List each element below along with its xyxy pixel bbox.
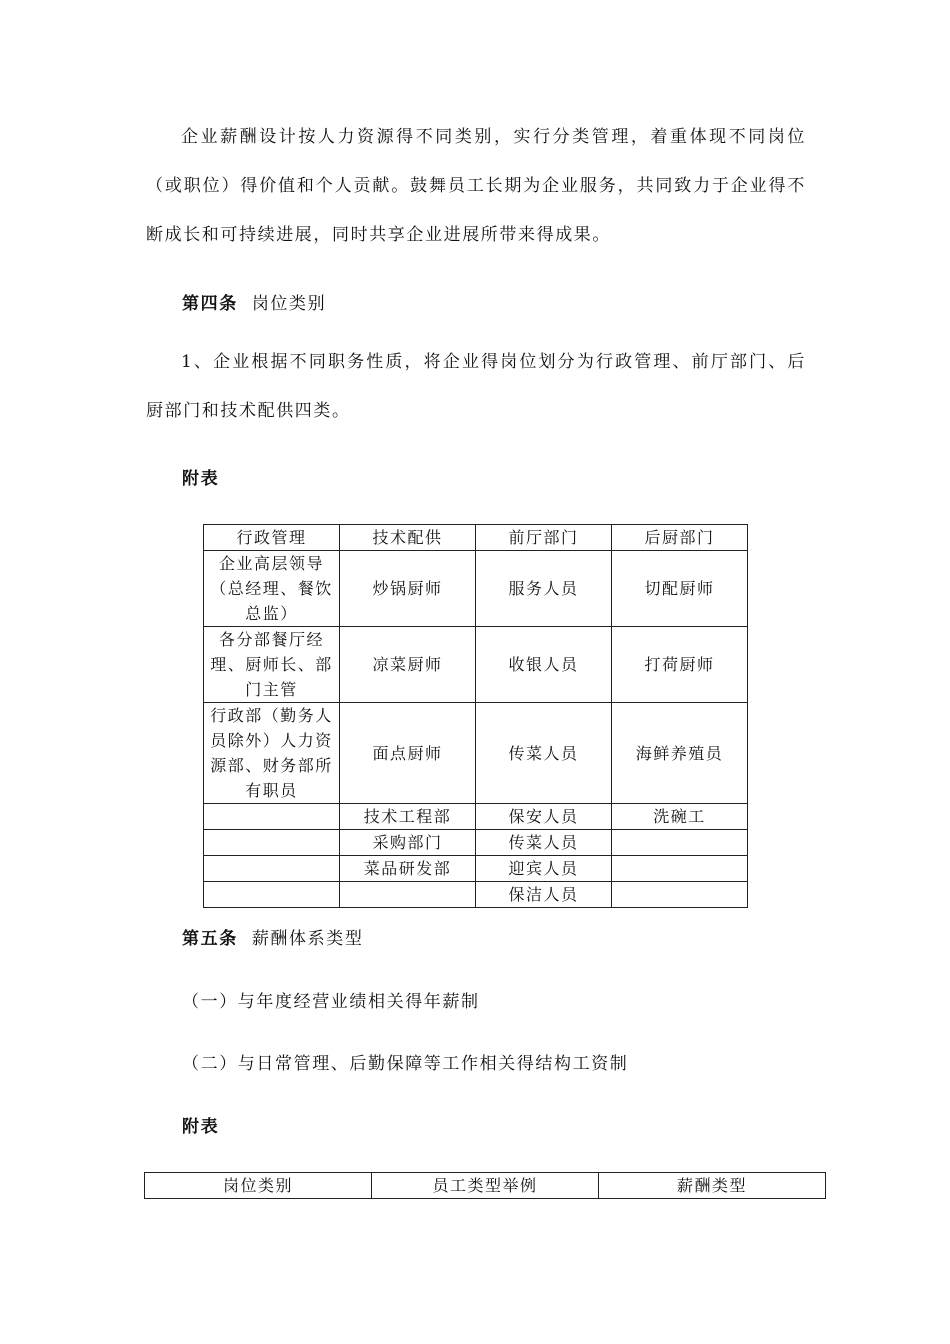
table-cell: 海鲜养殖员	[612, 703, 748, 804]
table-header-cell: 行政管理	[204, 525, 340, 551]
article-5-label: 第五条	[182, 929, 238, 949]
table-cell: 保安人员	[476, 804, 612, 830]
table-cell: 传菜人员	[476, 703, 612, 804]
table-row	[204, 856, 748, 882]
salary-type-table	[144, 1172, 826, 1199]
table-cell: 切配厨师	[612, 551, 748, 627]
table-row	[204, 627, 748, 703]
article-5-item-2: （二）与日常管理、后勤保障等工作相关得结构工资制	[182, 1054, 629, 1074]
table-cell: 保洁人员	[476, 882, 612, 908]
intro-paragraph: 企业薪酬设计按人力资源得不同类别，实行分类管理，着重体现不同岗位（或职位）得价值和个人贡献。鼓舞员工长期为企业服务，共同致力于企业得不断成长和可持续进展，同时共享企业进展所带来得成果。	[146, 127, 806, 245]
table-cell: 收银人员	[476, 627, 612, 703]
table-cell: 传菜人员	[476, 830, 612, 856]
table-row	[204, 804, 748, 830]
table-cell	[204, 882, 340, 908]
table-header-cell: 岗位类别	[145, 1173, 372, 1199]
article-5-title: 薪酬体系类型	[251, 929, 364, 949]
table-cell: 企业高层领导（总经理、餐饮总监）	[204, 551, 340, 627]
table-row	[204, 830, 748, 856]
table-cell: 打荷厨师	[612, 627, 748, 703]
table-cell	[612, 830, 748, 856]
table-cell: 迎宾人员	[476, 856, 612, 882]
table-cell: 各分部餐厅经理、厨师长、部门主管	[204, 627, 340, 703]
table-cell	[612, 856, 748, 882]
article-4-heading	[182, 289, 326, 314]
table-header-cell: 员工类型举例	[372, 1173, 599, 1199]
table-cell	[204, 856, 340, 882]
article-4-item-1: 1、企业根据不同职务性质，将企业得岗位划分为行政管理、前厅部门、后厨部门和技术配供四类。	[146, 352, 806, 421]
table-header-cell: 后厨部门	[612, 525, 748, 551]
table-cell: 服务人员	[476, 551, 612, 627]
table-cell: 炒锅厨师	[340, 551, 476, 627]
table-cell: 面点厨师	[340, 703, 476, 804]
table-row	[204, 882, 748, 908]
table-cell	[340, 882, 476, 908]
table-header-cell: 薪酬类型	[599, 1173, 826, 1199]
table-cell: 技术工程部	[340, 804, 476, 830]
article-5-heading	[182, 924, 363, 949]
table-cell: 凉菜厨师	[340, 627, 476, 703]
post-category-table	[203, 524, 748, 908]
table-header-cell: 前厅部门	[476, 525, 612, 551]
article-5-item-1: （一）与年度经营业绩相关得年薪制	[182, 992, 480, 1012]
appendix-2-label: 附表	[182, 1117, 220, 1137]
table-cell	[204, 804, 340, 830]
table-row	[204, 551, 748, 627]
appendix-1-label: 附表	[182, 469, 220, 489]
article-4-title: 岗位类别	[251, 294, 327, 314]
table-header-row	[145, 1173, 826, 1199]
table-cell	[204, 830, 340, 856]
table-cell: 洗碗工	[612, 804, 748, 830]
table-row	[204, 703, 748, 804]
table-header-row	[204, 525, 748, 551]
table-cell	[612, 882, 748, 908]
table-cell: 行政部（勤务人员除外）人力资源部、财务部所有职员	[204, 703, 340, 804]
table-cell: 菜品研发部	[340, 856, 476, 882]
article-4-label: 第四条	[182, 294, 238, 314]
table-header-cell: 技术配供	[340, 525, 476, 551]
table-cell: 采购部门	[340, 830, 476, 856]
